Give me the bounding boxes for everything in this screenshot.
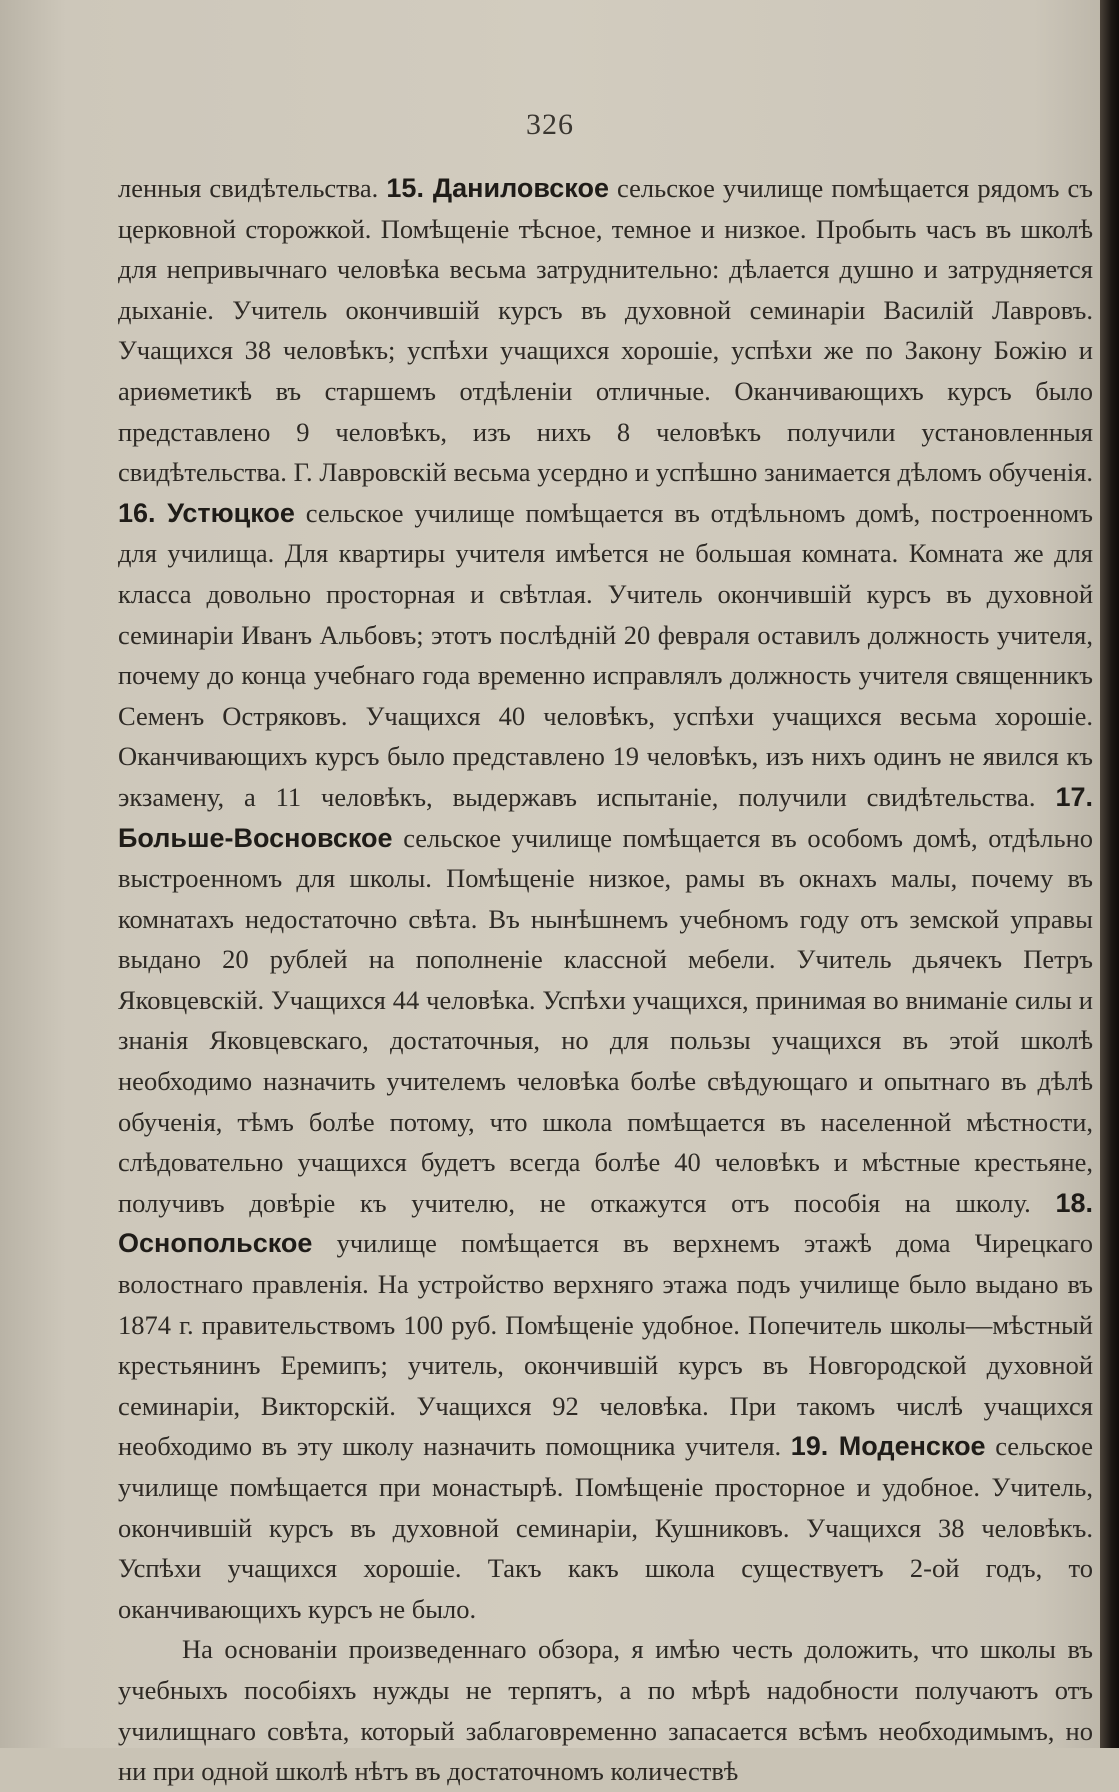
- page-number: 326: [526, 108, 574, 141]
- school-name: 15. Даниловское: [386, 173, 609, 203]
- text-segment: ленныя свидѣтельства.: [118, 173, 387, 203]
- body-text: [118, 168, 1093, 1792]
- school-name: 17. Больше-Восновское: [118, 781, 1093, 853]
- text-segment: сельское училище помѣщается рядомъ съ церковной сторожкой. Помѣщеніе тѣсное, темное и низкое. Пробыть часъ въ школѣ для непривычнаго человѣка весьма затруднительно: дѣлается душно и затрудняется дыханіе. Учитель окончившій курсъ въ духовной семинаріи Василій Лавровъ. Учащихся 38 человѣкъ; успѣхи учащихся хорошіе, успѣхи же по Закону Божію и ариѳметикѣ въ старшемъ отдѣленіи отличные. Оканчивающихъ курсъ было представлено 9 человѣкъ, изъ нихъ 8 человѣкъ получили установленныя свидѣтельства. Г. Лавровскій весьма усердно и успѣшно занимается дѣломъ обученія.: [118, 173, 1094, 488]
- paragraph-conclusion: На основаніи произведеннаго обзора, я имѣю честь доложить, что школы въ учебныхъ пособіяхъ нужды не терпятъ, а по мѣрѣ надобности получаютъ отъ училищнаго совѣта, который заблаговременно запасается всѣмъ необходимымъ, но ни при одной школѣ нѣтъ въ достаточномъ количествѣ: [118, 1634, 1093, 1787]
- paragraph-school-reports: [118, 168, 1093, 1629]
- text-segment: сельское училище помѣщается въ отдѣльномъ домѣ, построенномъ для училища. Для квартиры учителя имѣется не большая комната. Комната же для класса довольно просторная и свѣтлая. Учитель окончившій курсъ въ духовной семинаріи Иванъ Альбовъ; этотъ послѣдній 20 февраля оставилъ должность учителя, почему до конца учебнаго года временно исправлялъ должность учителя священникъ Семенъ Остряковъ. Учащихся 40 человѣкъ, успѣхи учащихся весьма хорошіе. Оканчивающихъ курсъ было представлено 19 человѣкъ, изъ нихъ одинъ не явился къ экзамену, а 11 человѣкъ, выдержавъ испытаніе, получили свидѣтельства.: [118, 497, 1093, 812]
- school-name: 18. Оснопольское: [118, 1187, 1093, 1259]
- text-segment: сельское училище помѣщается въ особомъ домѣ, отдѣльно выстроенномъ для школы. Помѣщеніе низкое, рамы въ окнахъ малы, почему въ комнатахъ недостаточно свѣта. Въ нынѣшнемъ учебномъ году отъ земской управы выдано 20 рублей на пополненіе классной мебели. Учитель дьячекъ Петръ Яковцевскій. Учащихся 44 человѣка. Успѣхи учащихся, принимая во вниманіе силы и знанія Яковцевскаго, достаточныя, но для пользы учащихся въ этой школѣ необходимо назначить учителемъ человѣка болѣе свѣдующаго и опытнаго въ дѣлѣ обученія, тѣмъ болѣе потому, что школа помѣщается въ населенной мѣстности, слѣдовательно учащихся будетъ всегда болѣе 40 человѣкъ и мѣстные крестьяне, получивъ довѣріе къ учителю, не откажутся отъ пособія на школу.: [118, 822, 1093, 1218]
- page-edge-shadow: [1100, 0, 1119, 1748]
- school-name: 16. Устюцкое: [118, 497, 295, 528]
- text-segment: сельское училище помѣщается при монастырѣ. Помѣщеніе просторное и удобное. Учитель, окончившій курсъ въ духовной семинаріи, Кушниковъ. Учащихся 38 человѣкъ. Успѣхи учащихся хорошіе. Такъ какъ школа существуетъ 2-ой годъ, то оканчивающихъ курсъ не было.: [118, 1431, 1093, 1624]
- school-name: 19. Моденское: [790, 1431, 986, 1462]
- text-segment: училище помѣщается въ верхнемъ этажѣ дома Чирецкаго волостнаго правленія. На устройство верхняго этажа подъ училище было выдано въ 1874 г. правительствомъ 100 руб. Помѣщеніе удобное. Попечитель школы—мѣстный крестьянинъ Еремипъ; учитель, окончившій курсъ въ Новгородской духовной семинаріи, Викторскій. Учащихся 92 человѣка. При такомъ числѣ учащихся необходимо въ эту школу назначить помощника учителя.: [118, 1228, 1093, 1462]
